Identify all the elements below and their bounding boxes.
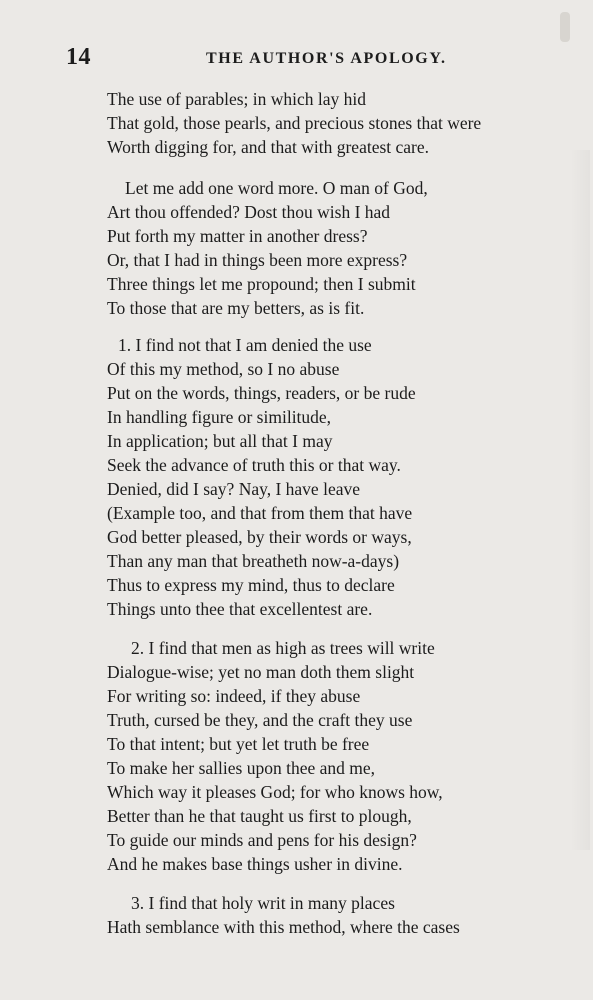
text-line: Denied, did I say? Nay, I have leave <box>107 479 360 499</box>
text-line: Of this my method, so I no abuse <box>107 359 340 379</box>
text-line: Three things let me propound; then I submit <box>107 274 416 294</box>
text-line: (Example too, and that from them that have <box>107 503 413 523</box>
text-line: To make her sallies upon thee and me, <box>107 758 375 778</box>
text-line: The use of parables; in which lay hid <box>107 89 367 109</box>
text-line: Truth, cursed be they, and the craft they use <box>107 710 413 730</box>
text-line: Better than he that taught us first to plough, <box>107 806 412 826</box>
text-line: 2. I find that men as high as trees will write <box>131 638 435 658</box>
text-line: Hath semblance with this method, where the cases <box>107 917 460 937</box>
text-line: 3. I find that holy writ in many places <box>131 893 395 913</box>
text-line: Things unto thee that excellentest are. <box>107 599 373 619</box>
text-line: Seek the advance of truth this or that way. <box>107 455 401 475</box>
text-line: Than any man that breatheth now-a-days) <box>107 551 400 571</box>
show-through-mark <box>570 150 590 850</box>
text-line: In application; but all that I may <box>107 431 333 451</box>
text-line: Worth digging for, and that with greatest care. <box>107 137 430 157</box>
page-number: 14 <box>66 44 91 70</box>
text-line: Put on the words, things, readers, or be rude <box>107 383 416 403</box>
text-line: To guide our minds and pens for his design? <box>107 830 417 850</box>
text-line: To that intent; but yet let truth be free <box>107 734 370 754</box>
text-line: Or, that I had in things been more express? <box>107 250 408 270</box>
text-line: Let me add one word more. O man of God, <box>125 178 428 198</box>
running-head: THE AUTHOR'S APOLOGY. <box>206 50 447 67</box>
text-line: To those that are my betters, as is fit. <box>107 298 365 318</box>
text-line: Put forth my matter in another dress? <box>107 226 368 246</box>
text-line: Which way it pleases God; for who knows how, <box>107 782 443 802</box>
text-line: That gold, those pearls, and precious stones that were <box>107 113 482 133</box>
text-line: For writing so: indeed, if they abuse <box>107 686 361 706</box>
text-line: 1. I find not that I am denied the use <box>118 335 372 355</box>
text-line: God better pleased, by their words or ways, <box>107 527 412 547</box>
text-line: Art thou offended? Dost thou wish I had <box>107 202 391 222</box>
show-through-mark <box>560 12 570 42</box>
text-line: Thus to express my mind, thus to declare <box>107 575 395 595</box>
text-line: In handling figure or similitude, <box>107 407 332 427</box>
text-line: And he makes base things usher in divine. <box>107 854 403 874</box>
text-line: Dialogue-wise; yet no man doth them slight <box>107 662 415 682</box>
